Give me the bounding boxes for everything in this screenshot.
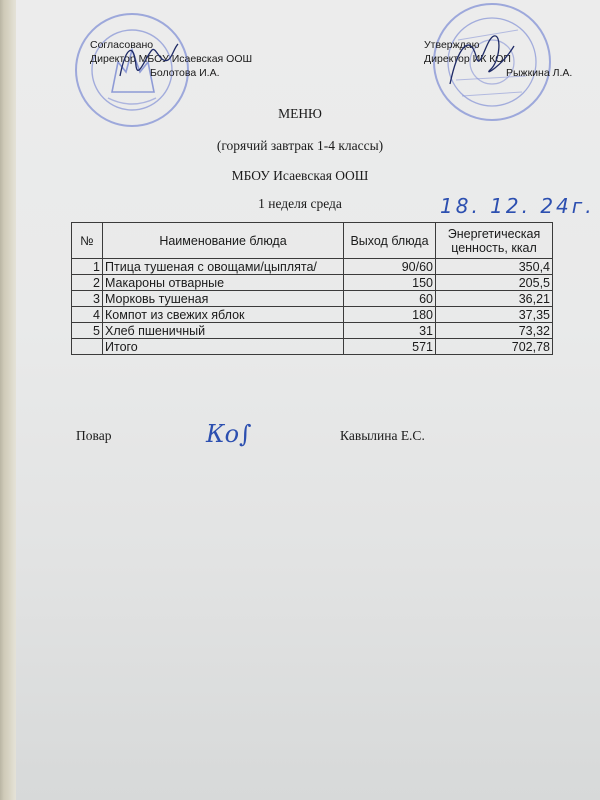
total-output: 571 bbox=[344, 339, 436, 355]
dish-name: Птица тушеная с овощами/цыплята/ bbox=[103, 259, 344, 275]
table-row bbox=[72, 307, 553, 323]
approval-right-position: Директор ИК КОП bbox=[424, 53, 511, 65]
dish-output: 60 bbox=[344, 291, 436, 307]
right-signature-scribble bbox=[440, 26, 520, 96]
table-row bbox=[72, 291, 553, 307]
row-number: 2 bbox=[72, 275, 103, 291]
left-signature-scribble bbox=[112, 36, 182, 84]
week-day: 1 неделя среда bbox=[258, 196, 342, 211]
col-dish-header: Наименование блюда bbox=[103, 223, 344, 259]
dish-output: 150 bbox=[344, 275, 436, 291]
dish-energy: 37,35 bbox=[436, 307, 553, 323]
cook-signature: Ко∫ bbox=[206, 420, 252, 448]
approval-left-position: Директор МБОУ Исаевская ООШ bbox=[90, 53, 253, 65]
table-total-row bbox=[72, 339, 553, 355]
cook-name: Кавылина Е.С. bbox=[340, 428, 425, 443]
dish-output: 180 bbox=[344, 307, 436, 323]
col-energy-header: Энергетическая ценность, ккал bbox=[436, 223, 553, 259]
total-label: Итого bbox=[103, 339, 344, 355]
handwritten-date: 18. 12. 24г. bbox=[440, 194, 595, 218]
table-row bbox=[72, 323, 553, 339]
menu-subtitle: (горячий завтрак 1-4 классы) bbox=[216, 138, 384, 153]
cook-role: Повар bbox=[76, 428, 112, 443]
col-output-header: Выход блюда bbox=[344, 223, 436, 259]
row-number: 4 bbox=[72, 307, 103, 323]
dish-energy: 36,21 bbox=[436, 291, 553, 307]
table-row bbox=[72, 275, 553, 291]
dish-name: Хлеб пшеничный bbox=[103, 323, 344, 339]
menu-table bbox=[71, 222, 553, 355]
dish-name: Компот из свежих яблок bbox=[103, 307, 344, 323]
approval-left-title: Согласовано bbox=[90, 39, 154, 51]
dish-energy: 205,5 bbox=[436, 275, 553, 291]
dish-name: Морковь тушеная bbox=[103, 291, 344, 307]
row-number: 3 bbox=[72, 291, 103, 307]
total-energy: 702,78 bbox=[436, 339, 553, 355]
col-number-header: № bbox=[72, 223, 103, 259]
dish-output: 90/60 bbox=[344, 259, 436, 275]
dish-energy: 73,32 bbox=[436, 323, 553, 339]
total-empty-cell bbox=[72, 339, 103, 355]
approval-right-name: Рыжкина Л.А. bbox=[506, 67, 573, 79]
approval-left-name: Болотова И.А. bbox=[150, 67, 220, 79]
dish-energy: 350,4 bbox=[436, 259, 553, 275]
table-row bbox=[72, 259, 553, 275]
dish-output: 31 bbox=[344, 323, 436, 339]
row-number: 1 bbox=[72, 259, 103, 275]
approval-right-title: Утверждаю bbox=[424, 39, 480, 51]
dish-name: Макароны отварные bbox=[103, 275, 344, 291]
row-number: 5 bbox=[72, 323, 103, 339]
school-name: МБОУ Исаевская ООШ bbox=[231, 168, 369, 183]
menu-title: МЕНЮ bbox=[278, 106, 322, 121]
